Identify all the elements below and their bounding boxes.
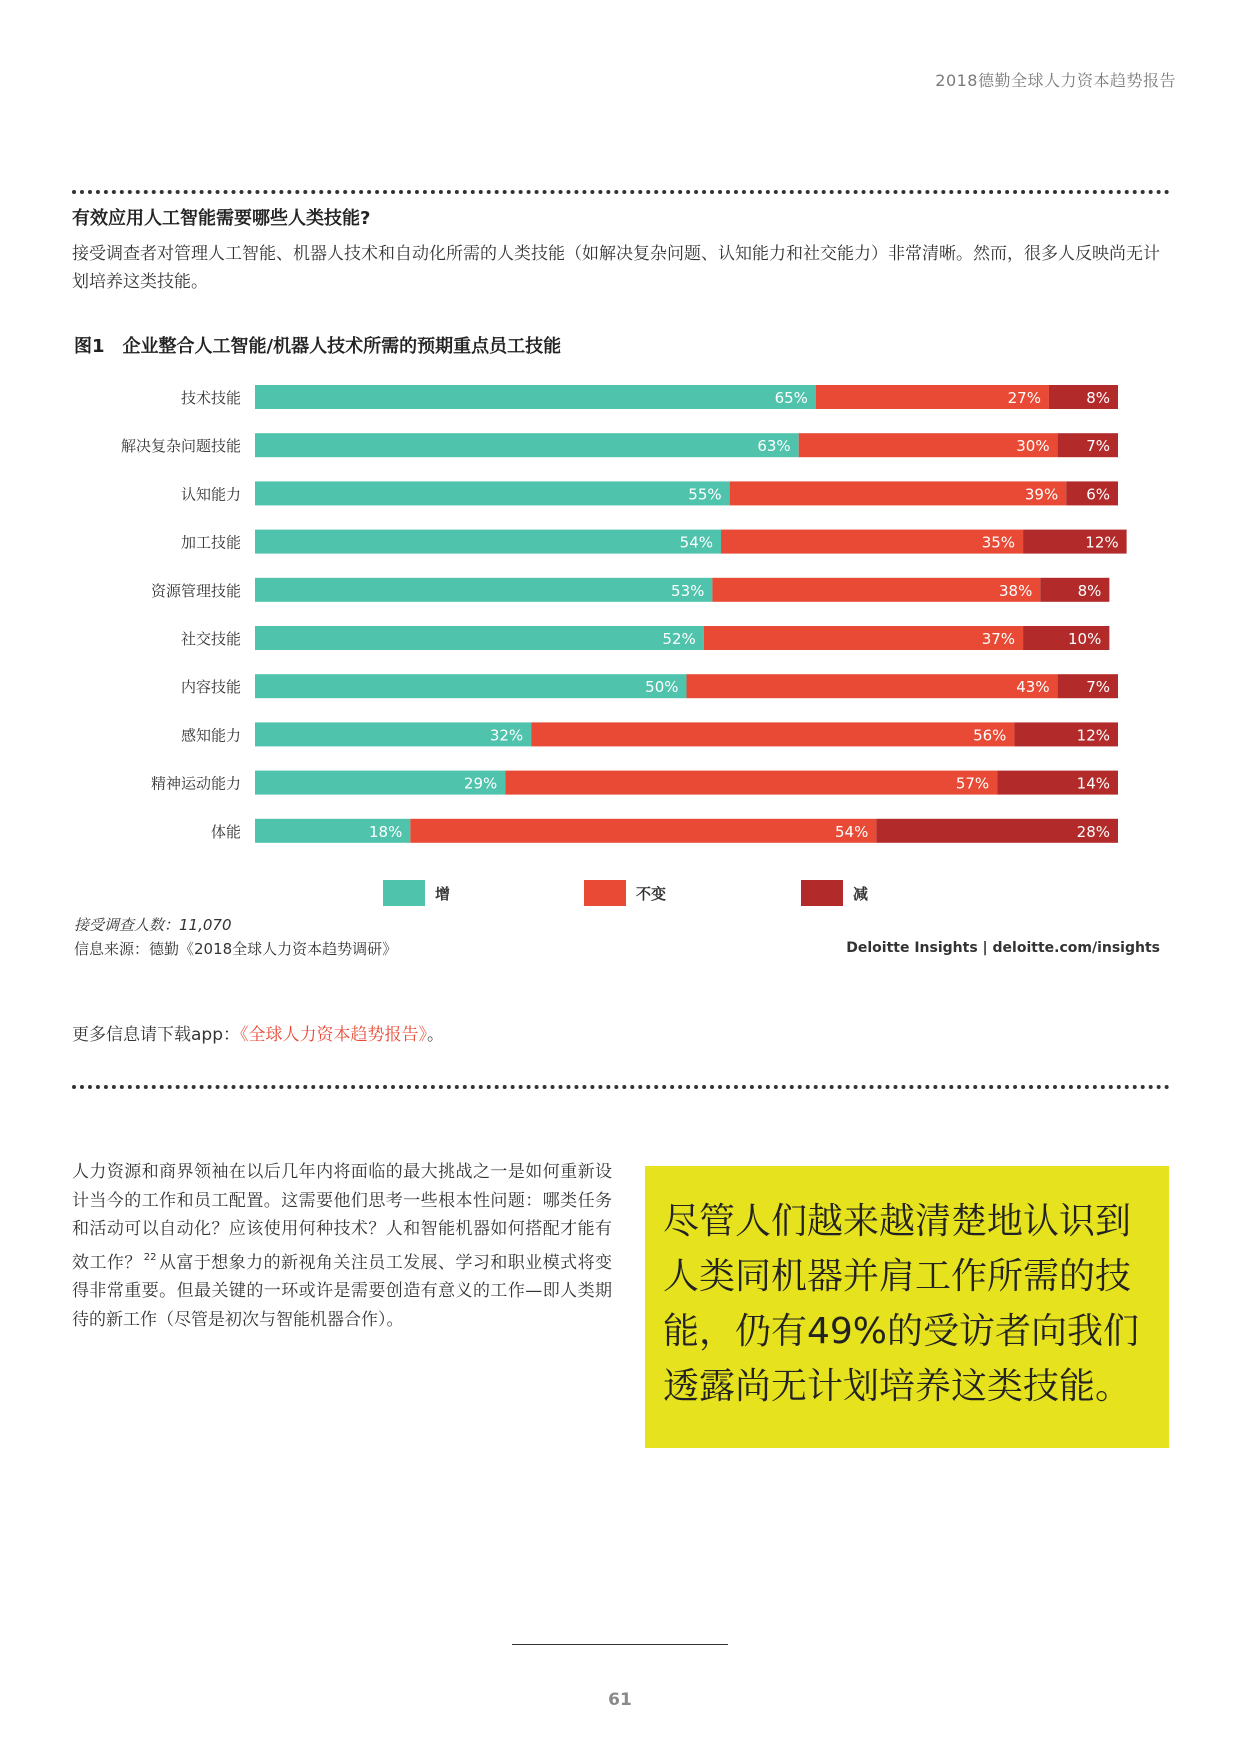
body-text-1: 人力资源和商界领袖在以后几年内将面临的最大挑战之一是如何重新设计当今的工作和员工配置。这需要他们思考一些根本性问题：哪类任务和活动可以自动化？应该使用何种技术？人和智能机器如何搭配才能有效工作？ (72, 1162, 612, 1273)
bar-segment (255, 433, 799, 457)
data-label: 35% (981, 533, 1016, 552)
respondents-note: 接受调查人数：11,070 (74, 916, 232, 934)
bar-segment (255, 626, 704, 650)
pull-quote-text: 尽管人们越来越清楚地认识到人类同机器并肩工作所需的技能，仍有49%的受访者向我们透露尚无计划培养这类技能。 (663, 1201, 1140, 1407)
chart-bars (121, 385, 1127, 843)
data-label: 43% (1016, 678, 1050, 697)
data-label: 37% (981, 630, 1016, 648)
footer-rule (512, 1644, 728, 1645)
data-label: 32% (489, 726, 524, 745)
deloitte-insights-credit: Deloitte Insights | deloitte.com/insights (846, 940, 1160, 956)
download-note (72, 1020, 444, 1045)
data-label: 8% (1086, 389, 1110, 407)
figure-caption: 企业整合人工智能/机器人技术所需的预期重点员工技能 (122, 336, 562, 357)
data-label: 28% (1076, 822, 1110, 841)
data-label: 38% (998, 581, 1033, 600)
bar-segment (505, 771, 997, 795)
bar-segment (704, 626, 1023, 650)
data-label: 27% (1007, 389, 1041, 407)
data-label: 54% (835, 822, 869, 841)
download-suffix: 。 (427, 1025, 444, 1045)
bar-segment (721, 530, 1023, 554)
data-label: 7% (1086, 437, 1110, 456)
stacked-bar-chart (0, 370, 1240, 930)
bar-segment (712, 578, 1040, 602)
category-label: 体能 (210, 822, 241, 841)
category-label: 感知能力 (180, 726, 241, 745)
category-label: 加工技能 (180, 533, 241, 552)
legend-label: 不变 (636, 885, 667, 903)
data-label: 53% (671, 581, 705, 600)
data-label: 12% (1076, 726, 1110, 745)
category-label: 社交技能 (180, 630, 241, 648)
category-label: 技术技能 (180, 389, 241, 407)
data-label: 18% (368, 822, 403, 841)
download-prefix: 更多信息请下载app： (72, 1025, 240, 1045)
legend-swatch (584, 880, 626, 906)
figure-number: 图1 (74, 336, 105, 357)
body-paragraph (72, 1158, 612, 1334)
data-label: 57% (955, 774, 990, 793)
data-label: 56% (973, 726, 1007, 745)
data-label: 55% (688, 485, 722, 504)
bar-segment (730, 481, 1067, 505)
category-label: 内容技能 (180, 678, 241, 697)
figure-title (74, 332, 561, 358)
data-label: 63% (757, 437, 791, 456)
intro-text: 接受调查者对管理人工智能、机器人技术和自动化所需的人类技能（如解决复杂问题、认知能力和社交能力）非常清晰。然而，很多人反映尚无计划培养这类技能。 (72, 244, 1160, 292)
data-label: 14% (1076, 774, 1110, 793)
legend-swatch (801, 880, 843, 906)
data-label: 52% (662, 630, 696, 648)
data-label: 29% (463, 774, 498, 793)
category-label: 资源管理技能 (150, 581, 241, 600)
data-label: 8% (1077, 581, 1102, 600)
bar-segment (255, 481, 730, 505)
pull-quote-box (645, 1166, 1169, 1448)
dotted-divider-bottom (72, 1085, 1170, 1089)
chart-legend (383, 880, 868, 906)
dotted-divider-top (72, 190, 1170, 194)
bar-segment (255, 674, 687, 698)
footnote-ref[interactable]: 22 (143, 1251, 157, 1263)
bar-segment (531, 722, 1014, 746)
bar-segment (255, 385, 816, 409)
section-heading: 有效应用人工智能需要哪些人类技能? (72, 208, 371, 229)
data-label: 50% (645, 678, 679, 697)
data-label: 6% (1086, 485, 1110, 504)
data-label: 7% (1086, 678, 1110, 697)
bar-segment (410, 819, 876, 843)
legend-label: 增 (435, 885, 451, 903)
data-label: 54% (679, 533, 714, 552)
body-text-2: 从富于想象力的新视角关注员工发展、学习和职业模式将变得非常重要。但最关键的一环或许是需要创造有意义的工作—即人类期待的新工作（尽管是初次与智能机器合作）。 (72, 1252, 613, 1330)
bar-segment (255, 530, 721, 554)
data-label: 65% (774, 389, 808, 407)
category-label: 解决复杂问题技能 (120, 437, 241, 456)
bar-segment (255, 578, 712, 602)
report-title: 2018德勤全球人力资本趋势报告 (935, 71, 1176, 90)
data-label: 39% (1024, 485, 1059, 504)
source-note: 信息来源：德勤《2018全球人力资本趋势调研》 (74, 940, 398, 958)
page-number: 61 (608, 1690, 632, 1710)
bar-segment (687, 674, 1058, 698)
category-label: 精神运动能力 (150, 774, 241, 793)
data-label: 10% (1068, 630, 1102, 648)
data-label: 30% (1016, 437, 1050, 456)
legend-swatch (383, 880, 425, 906)
download-link[interactable]: 《全球人力资本趋势报告》 (240, 1025, 427, 1045)
legend-label: 减 (853, 885, 869, 903)
category-label: 认知能力 (180, 485, 241, 504)
data-label: 12% (1085, 533, 1119, 552)
